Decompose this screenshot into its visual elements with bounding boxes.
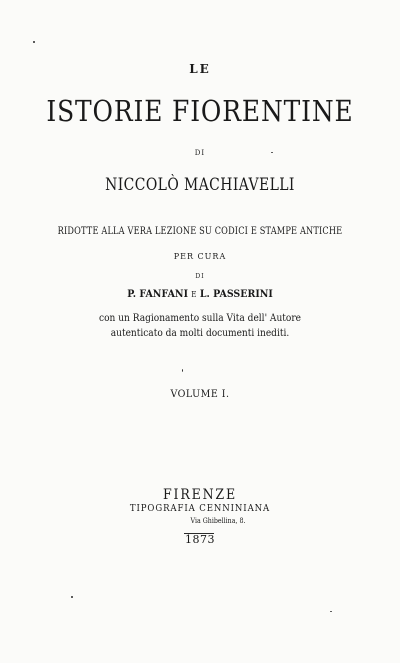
- book-subtitle: RIDOTTE ALLA VERA LEZIONE SU CODICI E STAMPE ANTICHE: [57, 226, 343, 237]
- publication-city: FIRENZE: [163, 487, 237, 503]
- editors-line: [20, 288, 380, 300]
- ink-speck: [33, 41, 35, 43]
- publication-year: 1873: [185, 533, 215, 546]
- editors-by-label: DI: [195, 273, 205, 280]
- editor-conjunction: E: [191, 290, 197, 299]
- author-name: NICCOLÒ MACHIAVELLI: [105, 175, 295, 195]
- editor-2: L. PASSERINI: [199, 288, 273, 300]
- book-title: ISTORIE FIORENTINE: [46, 94, 354, 128]
- printer-name: TIPOGRAFIA CENNINIANA: [129, 503, 271, 514]
- volume-label: VOLUME I.: [170, 389, 230, 400]
- edited-by-label: PER CURA: [173, 252, 227, 261]
- printer-address: Via Ghibellina, 8.: [190, 517, 246, 525]
- ink-speck: [71, 596, 73, 598]
- ink-speck: [330, 611, 332, 612]
- ink-speck: [182, 369, 183, 372]
- editor-1: P. FANFANI: [127, 288, 189, 300]
- by-label: DI: [194, 149, 206, 157]
- essay-line-2: autenticato da molti documenti inediti.: [110, 327, 290, 339]
- ink-speck: [271, 152, 273, 153]
- essay-line-1: con un Ragionamento sulla Vita dell' Autore: [99, 312, 301, 324]
- title-article: LE: [189, 62, 211, 76]
